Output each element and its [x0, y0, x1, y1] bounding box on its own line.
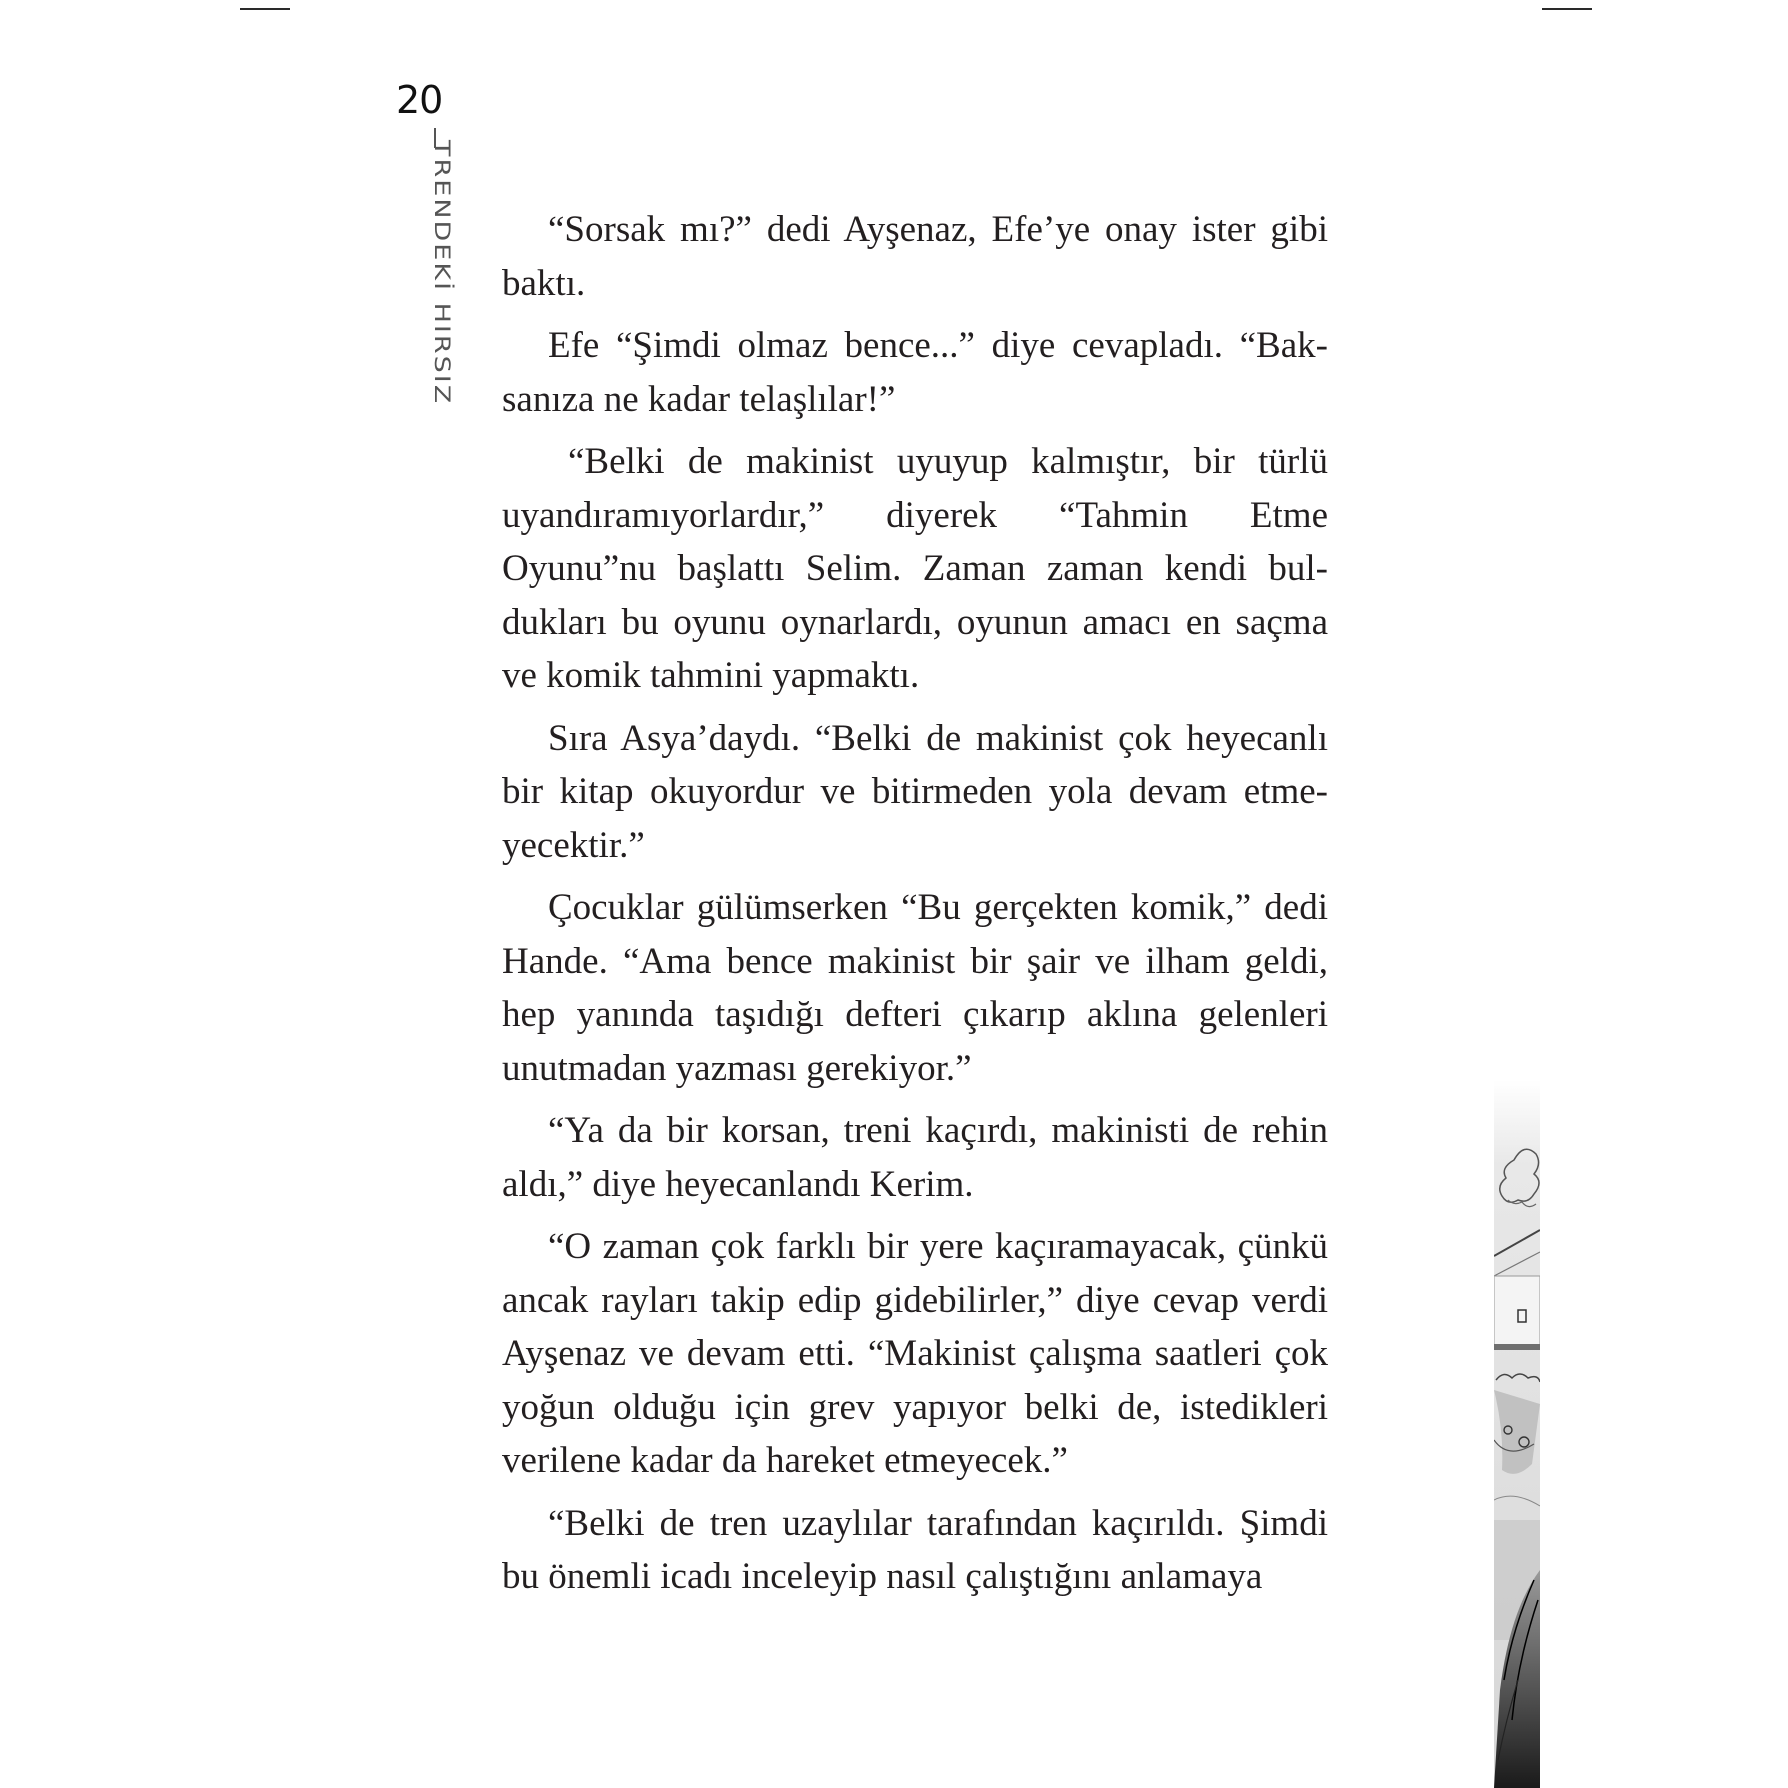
running-title: TRENDEKİ HIRSIZ — [429, 140, 454, 406]
paragraph: Çocuklar gülümserken “Bu gerçekten komik,” dedi Hande. “Ama bence makinist bir şair ve ilham geldi, hep yanında taşıdığı defteri çıkarıp aklına gelenleri unutmadan yazması gerekiyor.” — [502, 887, 1328, 1089]
paragraph: “Belki de tren uzaylılar tarafından kaçırıldı. Şimdi bu önemli icadı inceleyip nasıl çalıştığını anlamaya — [502, 1502, 1328, 1597]
pencil-sketch-illustration-icon — [1494, 1080, 1540, 1788]
paragraph: “Ya da bir korsan, treni kaçırdı, makinisti de rehin aldı,” diye heyecanlandı Kerim. — [502, 1110, 1328, 1205]
crop-mark-right — [1542, 8, 1592, 10]
paragraph: Sıra Asya’daydı. “Belki de makinist çok heyecanlı bir kitap okuyordur ve bitirmeden yola devam etmeyecektir.” — [502, 717, 1328, 866]
page-number: 20 — [396, 78, 443, 122]
body-text — [502, 203, 1328, 1613]
paragraph: “Sorsak mı?” dedi Ayşenaz, Efe’ye onay ister gibi baktı. — [502, 209, 1328, 304]
paragraph: “O zaman çok farklı bir yere kaçıramayacak, çünkü ancak rayları takip edip gidebilirler,” diye cevap verdi Ayşenaz ve devam etti. “Makinist çalışma saatleri çok yoğun olduğu için grev yapıyor belki de, istedikleri verilene kadar da hareket etmeyecek.” — [502, 1226, 1328, 1481]
paragraph: Efe “Şimdi olmaz bence...” diye cevapladı. “Baksanıza ne kadar telaşlılar!” — [502, 325, 1328, 420]
crop-mark-left — [240, 8, 290, 10]
paragraph: “Belki de makinist uyuyup kalmıştır, bir türlü uyandıramıyorlardır,” diyerek “Tahmin Etme Oyunu”nu başlattı Selim. Zaman zaman kendi buldukları bu oyunu oynarlardı, oyunun amacı en saçma ve komik tahmini yapmaktı. — [502, 441, 1328, 696]
